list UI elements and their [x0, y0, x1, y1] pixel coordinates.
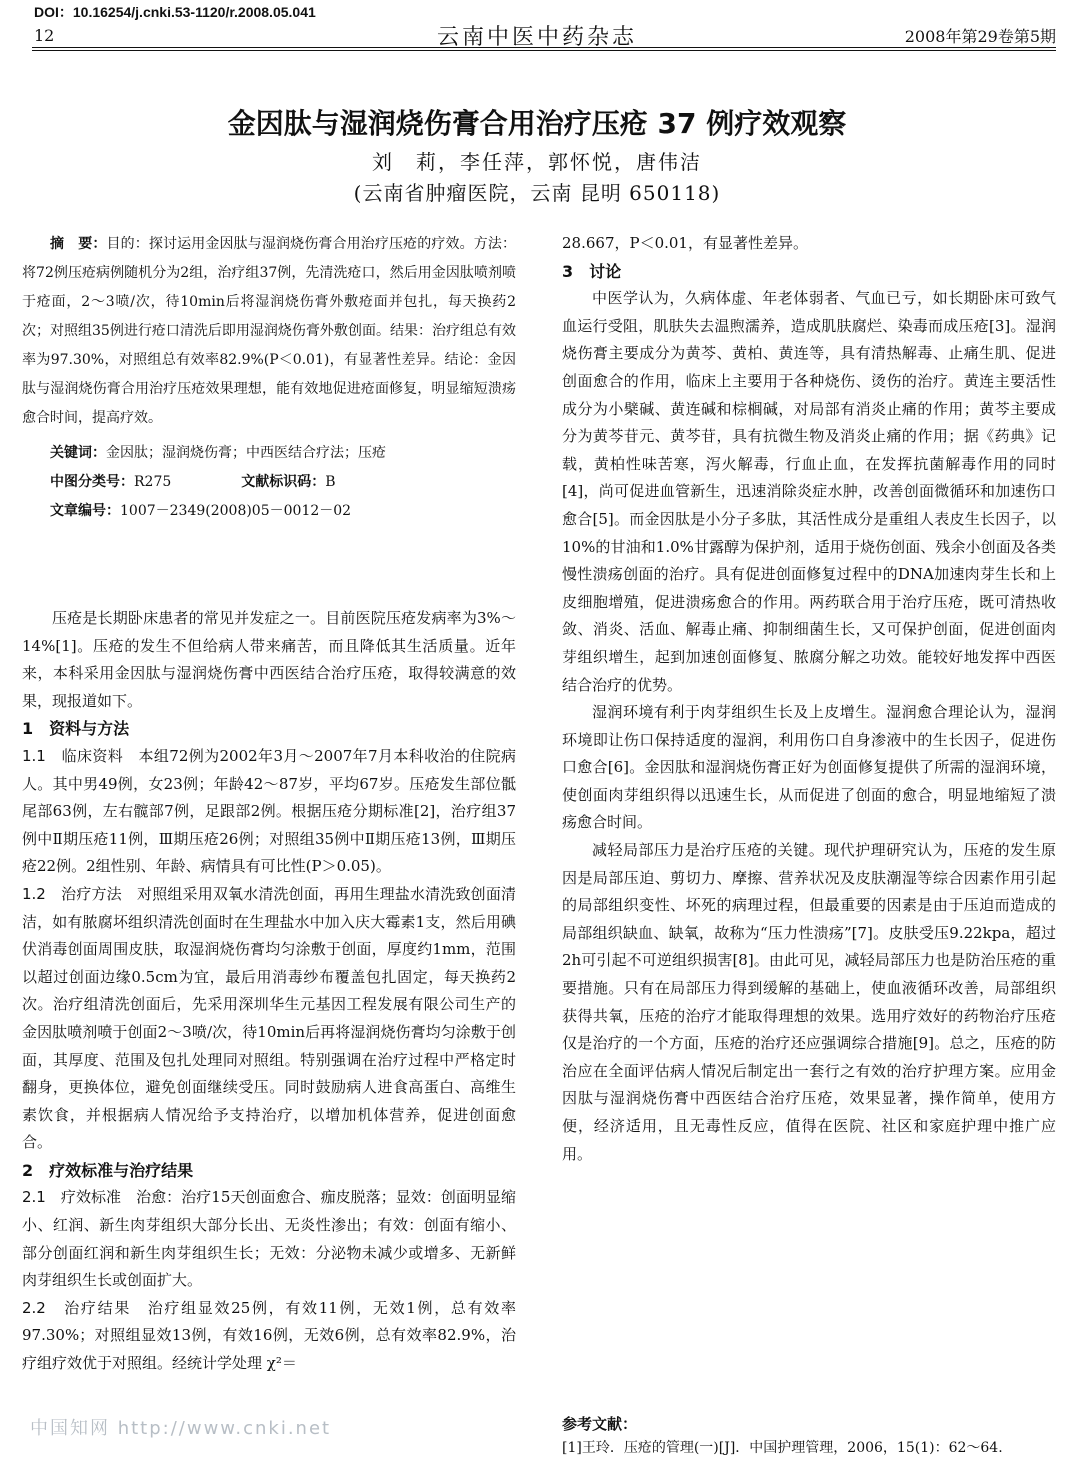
right-body — [562, 230, 1056, 1168]
section-1-2-heading: 1.2 治疗方法 — [22, 884, 122, 903]
section-2-1-heading: 2.1 疗效标准 — [22, 1188, 122, 1207]
references-heading: 参考文献： — [562, 1415, 638, 1433]
page-number: 12 — [34, 26, 55, 45]
discussion-paragraph-2: 湿润环境有利于肉芽组织生长及上皮增生。湿润愈合理论认为，湿润环境即让伤口保持适度的湿润，利用伤口自身渗液中的生长因子，促进伤口愈合[6]。金因肽和湿润烧伤膏正好为创面修复提供了所需的湿润环境，使创面肉芽组织得以迅速生长，从而促进了创面的愈合，明显地缩短了溃疡愈合时间。 — [562, 703, 1056, 832]
issue-info: 2008年第29卷第5期 — [904, 27, 1056, 46]
journal-name: 云南中医中药杂志 — [436, 25, 637, 50]
section-1-heading: 1 资料与方法 — [22, 719, 130, 739]
section-1-1-text: 本组72例为2002年3月～2007年7月本科收治的住院病人。其中男49例，女23例；年龄42～87岁，平均67岁。压疮发生部位骶尾部63例，左右髋部7例，足跟部2例。根据压疮分期标准[2]，治疗组37例中Ⅱ期压疮11例，Ⅲ期压疮26例；对照组35例中Ⅱ期压疮13例，Ⅲ期压疮22例。2组性别、年龄、病情具有可比性(P＞0.05)。 — [22, 746, 516, 876]
section-2-1-text: 治愈：治疗15天创面愈合、痂皮脱落；显效：创面明显缩小、红润、新生肉芽组织大部分长出、无炎性渗出；有效：创面有缩小、部分创面红润和新生肉芽组织生长；无效：分泌物未减少或增多、无新鲜肉芽组织生长或创面扩大。 — [22, 1188, 516, 1290]
abstract-text: 目的：探讨运用金因肽与湿润烧伤膏合用治疗压疮的疗效。方法：将72例压疮病例随机分为2组，治疗组37例，先清洗疮口，然后用金因肽喷剂喷于疮面，2～3喷/次，待10min后将湿润烧伤膏外敷疮面并包扎，每天换药2次；对照组35例进行疮口清洗后即用湿润烧伤膏外敷创面。结果：治疗组总有效率为97.30%，对照组总有效率82.9%(P＜0.01)，有显著性差异。结论：金因肽与湿润烧伤膏合用治疗压疮效果理想，能有效地促进疮面修复，明显缩短溃疡愈合时间，提高疗效。 — [22, 236, 516, 426]
intro-paragraph: 压疮是长期卧床患者的常见并发症之一。目前医院压疮发病率为3%～14%[1]。压疮的发生不但给病人带来痛苦，而且降低其生活质量。近年来，本科采用金因肽与湿润烧伤膏中西医结合治疗压疮，取得较满意的效果，现报道如下。 — [22, 609, 516, 710]
article-no-value: 1007－2349(2008)05－0012－02 — [120, 503, 352, 519]
keywords-text: 金因肽；湿润烧伤膏；中西医结合疗法；压疮 — [106, 445, 386, 461]
article-affiliation: (云南省肿瘤医院，云南 昆明 650118) — [353, 181, 721, 205]
section-2-2-heading: 2.2 治疗结果 — [22, 1298, 132, 1317]
watermark: 中国知网 http://www.cnki.net — [30, 1418, 332, 1439]
left-body — [22, 605, 516, 1378]
section-2-2-text: 治疗组显效25例，有效11例，无效1例，总有效率97.30%；对照组显效13例，有效16例，无效6例，总有效率82.9%，治疗组疗效优于对照组。经统计学处理 χ²＝ — [22, 1298, 516, 1373]
article-no-label: 文章编号： — [50, 503, 120, 519]
header-rule — [32, 47, 1056, 51]
doc-code-value: B — [325, 474, 336, 490]
clc-label: 中图分类号： — [50, 474, 134, 490]
references — [562, 1412, 1056, 1460]
clc-value: R275 — [134, 474, 172, 490]
reference-item: [1]王玲．压疮的管理(一)[J]．中国护理管理，2006，15(1)：62～64. — [562, 1440, 1003, 1456]
article-title: 金因肽与湿润烧伤膏合用治疗压疮 37 例疗效观察 — [227, 107, 847, 140]
abstract-block — [22, 230, 516, 526]
section-1-1-heading: 1.1 临床资料 — [22, 746, 124, 765]
doc-code-label: 文献标识码： — [241, 474, 326, 490]
keywords-label: 关键词： — [50, 445, 106, 461]
section-2-heading: 2 疗效标准与治疗结果 — [22, 1160, 194, 1180]
abstract-label: 摘 要： — [50, 236, 107, 252]
discussion-paragraph-3: 减轻局部压力是治疗压疮的关键。现代护理研究认为，压疮的发生原因是局部压迫、剪切力、摩擦、营养状况及皮肤潮湿等综合因素作用引起的局部组织变性、坏死的病理过程，但最重要的因素是由于压迫而造成的局部组织缺血、缺氧，故称为“压力性溃疡”[7]。皮肤受压9.22kpa，超过2h可引起不可逆组织损害[8]。由此可见，减轻局部压力也是防治压疮的重要措施。只有在局部压力得到缓解的基础上，使血液循环改善，局部组织获得共氧，压疮的治疗才能取得理想的效果。选用疗效好的药物治疗压疮仅是治疗的一个方面，压疮的治疗还应强调综合措施[9]。总之，压疮的防治应在全面评估病人情况后制定出一套行之有效的治疗护理方案。应用金因肽与湿润烧伤膏中西医结合治疗压疮，效果显著，操作简单，使用方便，经济适用，且无毒性反应，值得在医院、社区和家庭护理中推广应用。 — [562, 841, 1056, 1163]
discussion-paragraph-1: 中医学认为，久病体虚、年老体弱者、气血已亏，如长期卧床可致气血运行受阻，肌肤失去温煦濡养，造成肌肤腐烂、染毒而成压疮[3]。湿润烧伤膏主要成分为黄芩、黄柏、黄连等，具有清热解毒、止痛生肌、促进创面愈合的作用，临床上主要用于各种烧伤、烫伤的治疗。黄连主要活性成分为小檗碱、黄连碱和棕榈碱，对局部有消炎止痛的作用；黄芩主要成分为黄芩苷元、黄芩苷，具有抗微生物及消炎止痛的作用；据《药典》记载，黄柏性味苦寒，泻火解毒，行血止血，在发挥抗菌解毒作用的同时[4]，尚可促进血管新生，迅速消除炎症水肿，改善创面微循环和加速伤口愈合[5]。而金因肽是小分子多肽，其活性成分是重组人表皮生长因子，以10%的甘油和1.0%甘露醇为保护剂，适用于烧伤创面、残余小创面及各类慢性溃疡创面的治疗。具有促进创面修复过程中的DNA加速肉芽生长和上皮细胞增殖，促进溃疡愈合的作用。两药联合用于治疗压疮，既可清热收敛、消炎、活血、解毒止痛、抑制细菌生长，又可保护创面，促进创面肉芽组织增生，起到加速创面修复、脓腐分解之功效。能较好地发挥中西医结合治疗的优势。 — [562, 289, 1056, 694]
doi-line: DOI：10.16254/j.cnki.53-1120/r.2008.05.041 — [34, 4, 316, 20]
article-authors: 刘 莉，李任萍，郭怀悦，唐伟洁 — [372, 150, 702, 174]
section-1-2-text: 对照组采用双氧水清洗创面，再用生理盐水清洗致创面清洁，如有脓腐坏组织清洗创面时在生理盐水中加入庆大霉素1支，然后用碘伏消毒创面周围皮肤，取湿润烧伤膏均匀涂敷于创面，厚度约1mm，范围以超过创面边缘0.5cm为宜，最后用消毒纱布覆盖包扎固定，每天换药2次。治疗组清洗创面后，先采用深圳华生元基因工程发展有限公司生产的金因肽喷剂喷于创面2～3喷/次，待10min后再将湿润烧伤膏均匀涂敷于创面，其厚度、范围及包扎处理同对照组。特别强调在治疗过程中严格定时翻身，更换体位，避免创面继续受压。同时鼓励病人进食高蛋白、高维生素饮食，并根据病人情况给予支持治疗，以增加机体营养，促进创面愈合。 — [22, 884, 516, 1152]
continued-text: 28.667，P＜0.01，有显著性差异。 — [562, 234, 808, 252]
section-3-heading: 3 讨论 — [562, 261, 622, 281]
